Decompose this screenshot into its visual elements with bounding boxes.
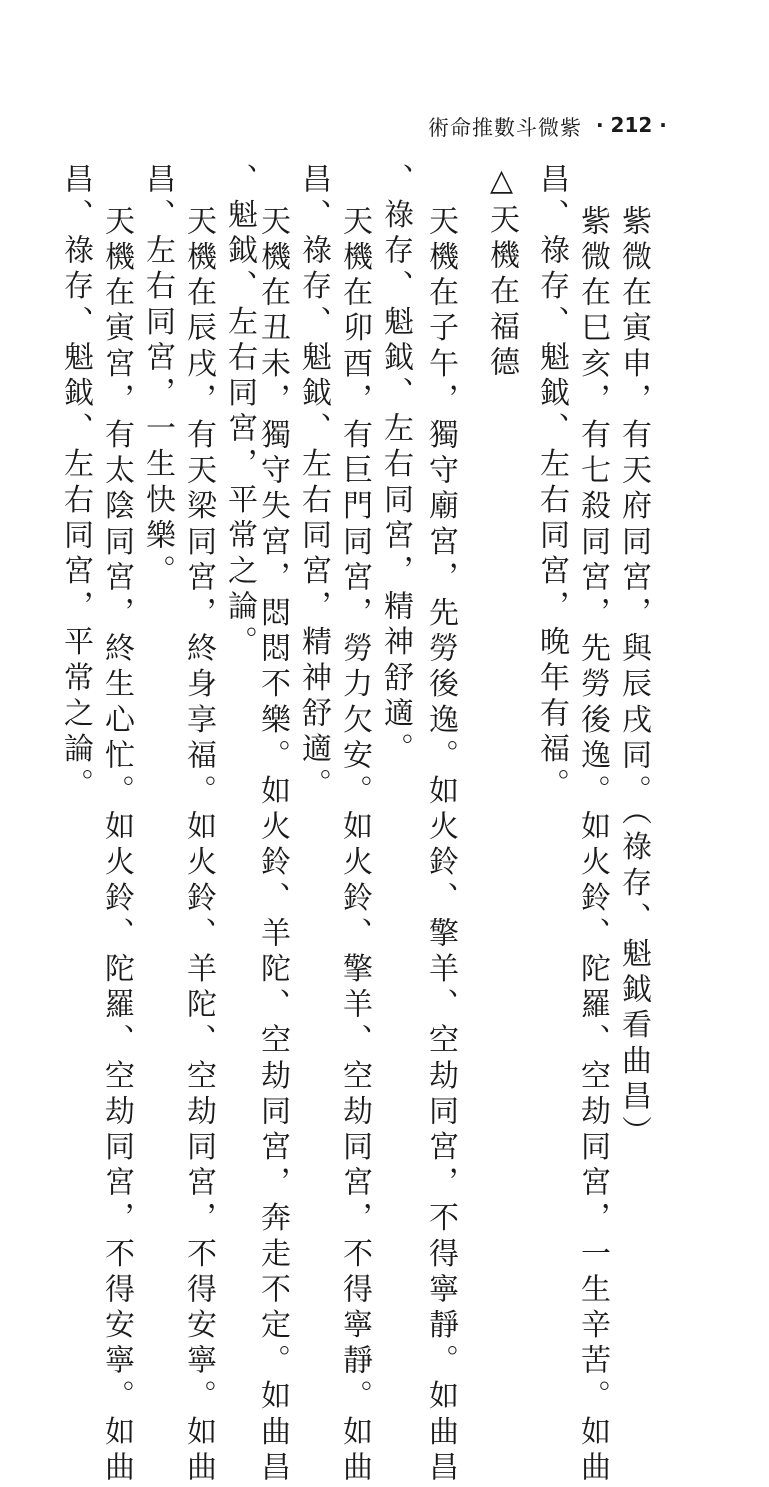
text-column: 昌、祿存、魁鉞、左右同宮，精神舒適。 <box>296 163 331 804</box>
text-column: 天機在寅宮，有太陰同宮，終生心忙。如火鈴、陀羅、空劫同宮，不得安寧。如曲 <box>99 205 134 1487</box>
text-column: 昌、祿存、魁鉞、左右同宮，晚年有福。 <box>534 163 569 804</box>
text-column: 紫微在巳亥，有七殺同宮，先勞後逸。如火鈴、陀羅、空劫同宮，一生辛苦。如曲 <box>575 205 610 1487</box>
section-heading: △天機在福德 <box>484 163 519 382</box>
page-number: · 212 · <box>596 113 667 137</box>
text-column: 天機在辰戌，有天梁同宮，終身享福。如火鈴、羊陀、空劫同宮，不得安寧。如曲 <box>181 205 216 1487</box>
text-column: 昌、左右同宮，一生快樂。 <box>140 163 175 591</box>
text-column: 、祿存、魁鉞、左右同宮，精神舒適。 <box>378 163 413 769</box>
text-column: 昌、祿存、魁鉞、左右同宮，平常之論。 <box>58 163 93 804</box>
text-column: 紫微在寅申，有天府同宮，與辰戌同。（祿存、魁鉞看曲昌） <box>616 205 651 1152</box>
text-column: 天機在卯酉，有巨門同宮，勞力欠安。如火鈴、擎羊、空劫同宮，不得寧靜。如曲 <box>337 205 372 1487</box>
text-column: 天機在子午，獨守廟宮，先勞後逸。如火鈴、擎羊、空劫同宮，不得寧靜。如曲昌 <box>423 205 458 1487</box>
text-column: 、魁鉞、左右同宮，平常之論。 <box>222 163 257 662</box>
text-column: 天機在丑未，獨守失宮，悶悶不樂。如火鈴、羊陀、空劫同宮，奔走不定。如曲昌 <box>255 205 290 1487</box>
running-head-title: 術命推數斗微紫 <box>428 116 582 140</box>
